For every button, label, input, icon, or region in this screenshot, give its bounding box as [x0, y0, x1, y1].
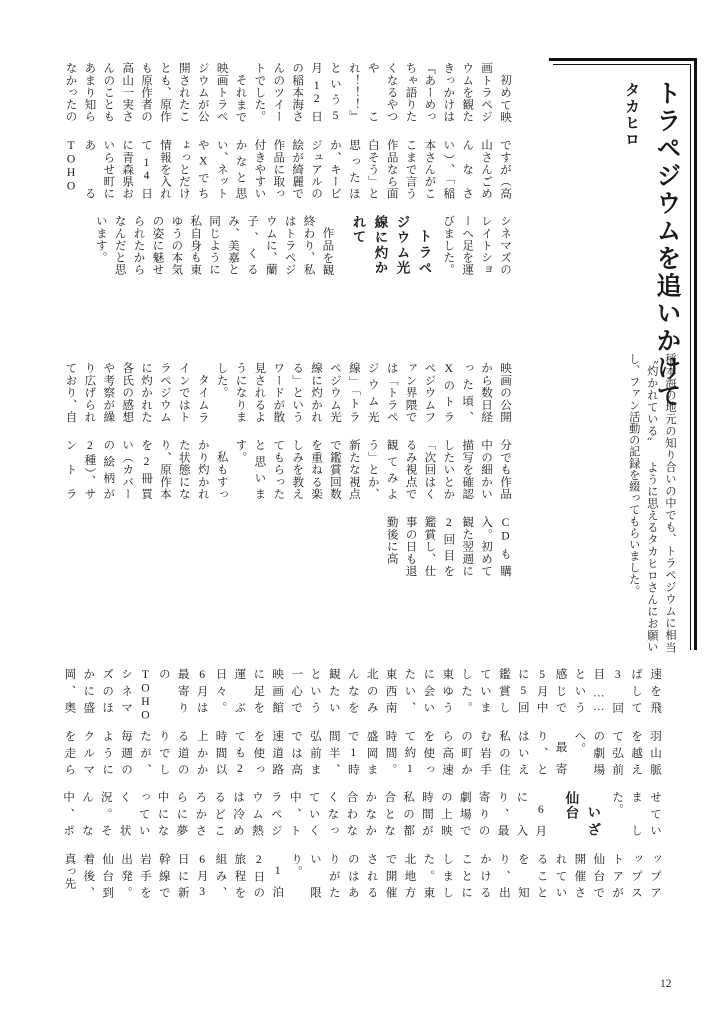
paragraph: 6月に入り、最寄りの劇場での上映時間が私の都合となかなか合わなくなっていく中、トラペジウム熱は冷めるどころかさらに夢中になっていく状況。そんな中、ポップアップストアが仙台で開催されていることを知り、出かけることにしました。東北地方で開催されるのはありがたい限り。	[62, 791, 662, 899]
paragraph: それまで映画トラペジウムが公開されたことも、原作も原作者の高山一実さんのこともあまり知らなかったのですが（高山さんごめんなさい）、「稲本さんがここまで言う作品なら面白そう」と思ったほか、キービジュアルの絵が綺麗で作品に取っ付きやすいかなと思い、ネットやXでちょっとだけ情報を入れて14日に青森県おいらせ町にあるTOHOシネマズのレイトショーへ足を運びました。	[64, 62, 512, 276]
page-number: 12	[660, 978, 672, 990]
paragraph: 最寄り、とはいえ私の住む岩手の町から高速を使って約1時間。盛岡まで1時間半、弘前までは高速道路を使っても2時間以上かかる道のりでしたが、毎週のようにクルマを走らせていました。	[63, 729, 662, 837]
paragraph: タイムラインではトラペジウムに灼かれた各氏の感想や考察が繰り広げられており、自分でも作品中の細かい描写を確認したいとか「次回はくるみ視点で観てみよう」とか、新たな視点で鑑賞回数を重ねる楽しみを教えてもらったと思います。	[64, 362, 512, 500]
article-author: タカヒロ	[623, 82, 640, 148]
paragraph: 私もすっかり灼かれた状態になり、原作本を2冊買い（カバーの絵柄が2種）、サントラCDも購入。初めて観た翌週に2回目を鑑賞し、仕事の日も退勤後に高	[64, 439, 512, 577]
paragraph: 1泊2日の旅程を組み、6月3日に新幹線で岩手を出発。仙台到着後、真っ先	[63, 852, 285, 899]
section-heading-trapezium-beam: トラペジウム光線に灼かれて	[350, 215, 432, 276]
paragraph: 映画の公開から数日経った頃、Xのトラペジウムファン界隈では「トラペジウム光線」「トラペジウム光線に灼かれる」というワードが散見されるようになりました。	[215, 362, 512, 423]
page-title: トラペジウムを追いかけて	[653, 80, 681, 410]
body-block-middle	[52, 362, 514, 654]
article-title-block	[537, 58, 697, 658]
paragraph: 初めて映画トラペジウムを観たきっかけは『あーめっちゃ語りたくなるやつやこれ！！！』という5月12日の稲本海さんのツイートでした。	[253, 62, 512, 123]
paragraph: 速を飛ばして3回目……という感じで5月中に5回鑑賞していました。東ゆうに会いたい、東西南北のみんなを観たいという一心で映画館に足を運ぶ日々。6月は最寄りのTOHOシネマズのほかに盛岡、奥羽山脈を越えて弘前の劇場へ。	[63, 668, 662, 776]
paragraph: 作品を観終わり、私はトラペジウムに、蘭子、くるみ、美嘉と同じように私自身も東ゆうの本気の姿に魅せられたからなんだと思います。	[94, 215, 335, 276]
section-heading-iza-sendai: いざ仙台	[563, 791, 601, 837]
body-block-lower	[52, 668, 664, 960]
body-block-upper	[52, 62, 514, 352]
article-lede: 稲本海の地元の知り合いの中でも、トラペジウムに相当 〝灼かれている〟 ように思えるタカヒロさんにお願いし、ファン活動の記録を綴ってもらいました。	[627, 353, 676, 653]
